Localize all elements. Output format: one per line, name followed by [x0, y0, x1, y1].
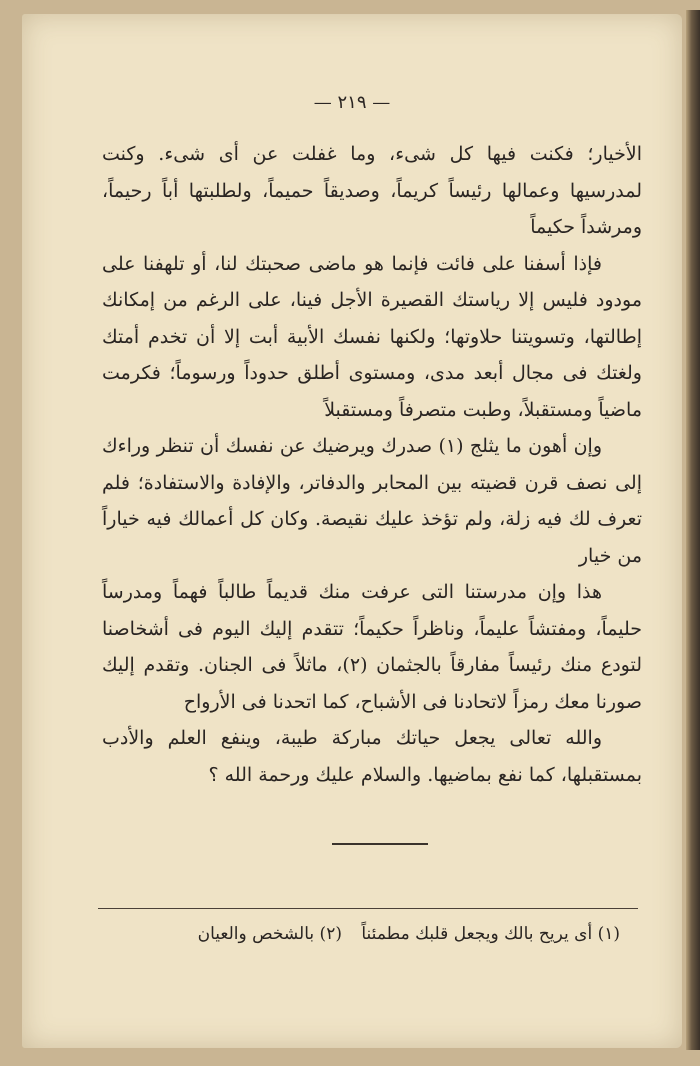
body-text: [102, 136, 642, 793]
paragraph-4: هذا وإن مدرستنا التى عرفت منك قديماً طالباً فهماً ومدرساً حليماً، ومفتشاً عليماً، وناظراً حكيماً؛ تتقدم إليك اليوم فى أشخاصنا لتودع منك رئيساً مفارقاً بالجثمان (٢)، ماثلاً فى الجنان. وتقدم إليك صورنا معك رمزاً لاتحادنا فى الأشباح، كما اتحدنا فى الأرواح: [102, 581, 642, 713]
paragraph-5: والله تعالى يجعل حياتك مباركة طيبة، وينفع العلم والأدب بمستقبلها، كما نفع بماضيها. والسلام عليك ورحمة الله ؟: [102, 727, 642, 786]
paragraph-1: الأخيار؛ فكنت فيها كل شىء، وما غفلت عن أى شىء. وكنت لمدرسيها وعمالها رئيساً كريماً، وصديقاً حميماً، ولطلبتها أباً رحيماً، ومرشداً حكيماً: [102, 143, 642, 238]
paragraph-3: وإن أهون ما يثلج (١) صدرك ويرضيك عن نفسك أن تنظر وراءك إلى نصف قرن قضيته بين المحابر والدفاتر، والإفادة والاستفادة؛ فلم تعرف لك فيه زلة، ولم تؤخذ عليك نقيصة. وكان كل أعمالك فيه خياراً من خيار: [102, 435, 643, 567]
book-spine-edge: [686, 10, 700, 1050]
section-divider: [332, 843, 428, 845]
footnotes: [172, 919, 620, 949]
footnote-1: (١) أى يريح بالك ويجعل قلبك مطمئناً: [361, 924, 620, 944]
paragraph-2: فإذا أسفنا على فائت فإنما هو ماضى صحبتك لنا، أو تلهفنا على مودود فليس إلا رياستك القصيرة الأجل فينا، على الرغم من إمكانك إطالتها، وتسويتنا حلاوتها؛ ولكنها نفسك الأبية أبت إلا أن تخدم أمتك ولغتك فى مجال أبعد مدى، ومستوى أطلق حدوداً ورسوماً؛ فكرمت ماضياً ومستقبلاً، وطبت متصرفاً ومستقبلاً: [102, 252, 642, 421]
page-number: — ٢١٩ —: [313, 92, 391, 113]
footnote-2: (٢) بالشخص والعيان: [197, 924, 342, 944]
book-page: [22, 14, 682, 1048]
footnote-rule: [98, 908, 638, 909]
